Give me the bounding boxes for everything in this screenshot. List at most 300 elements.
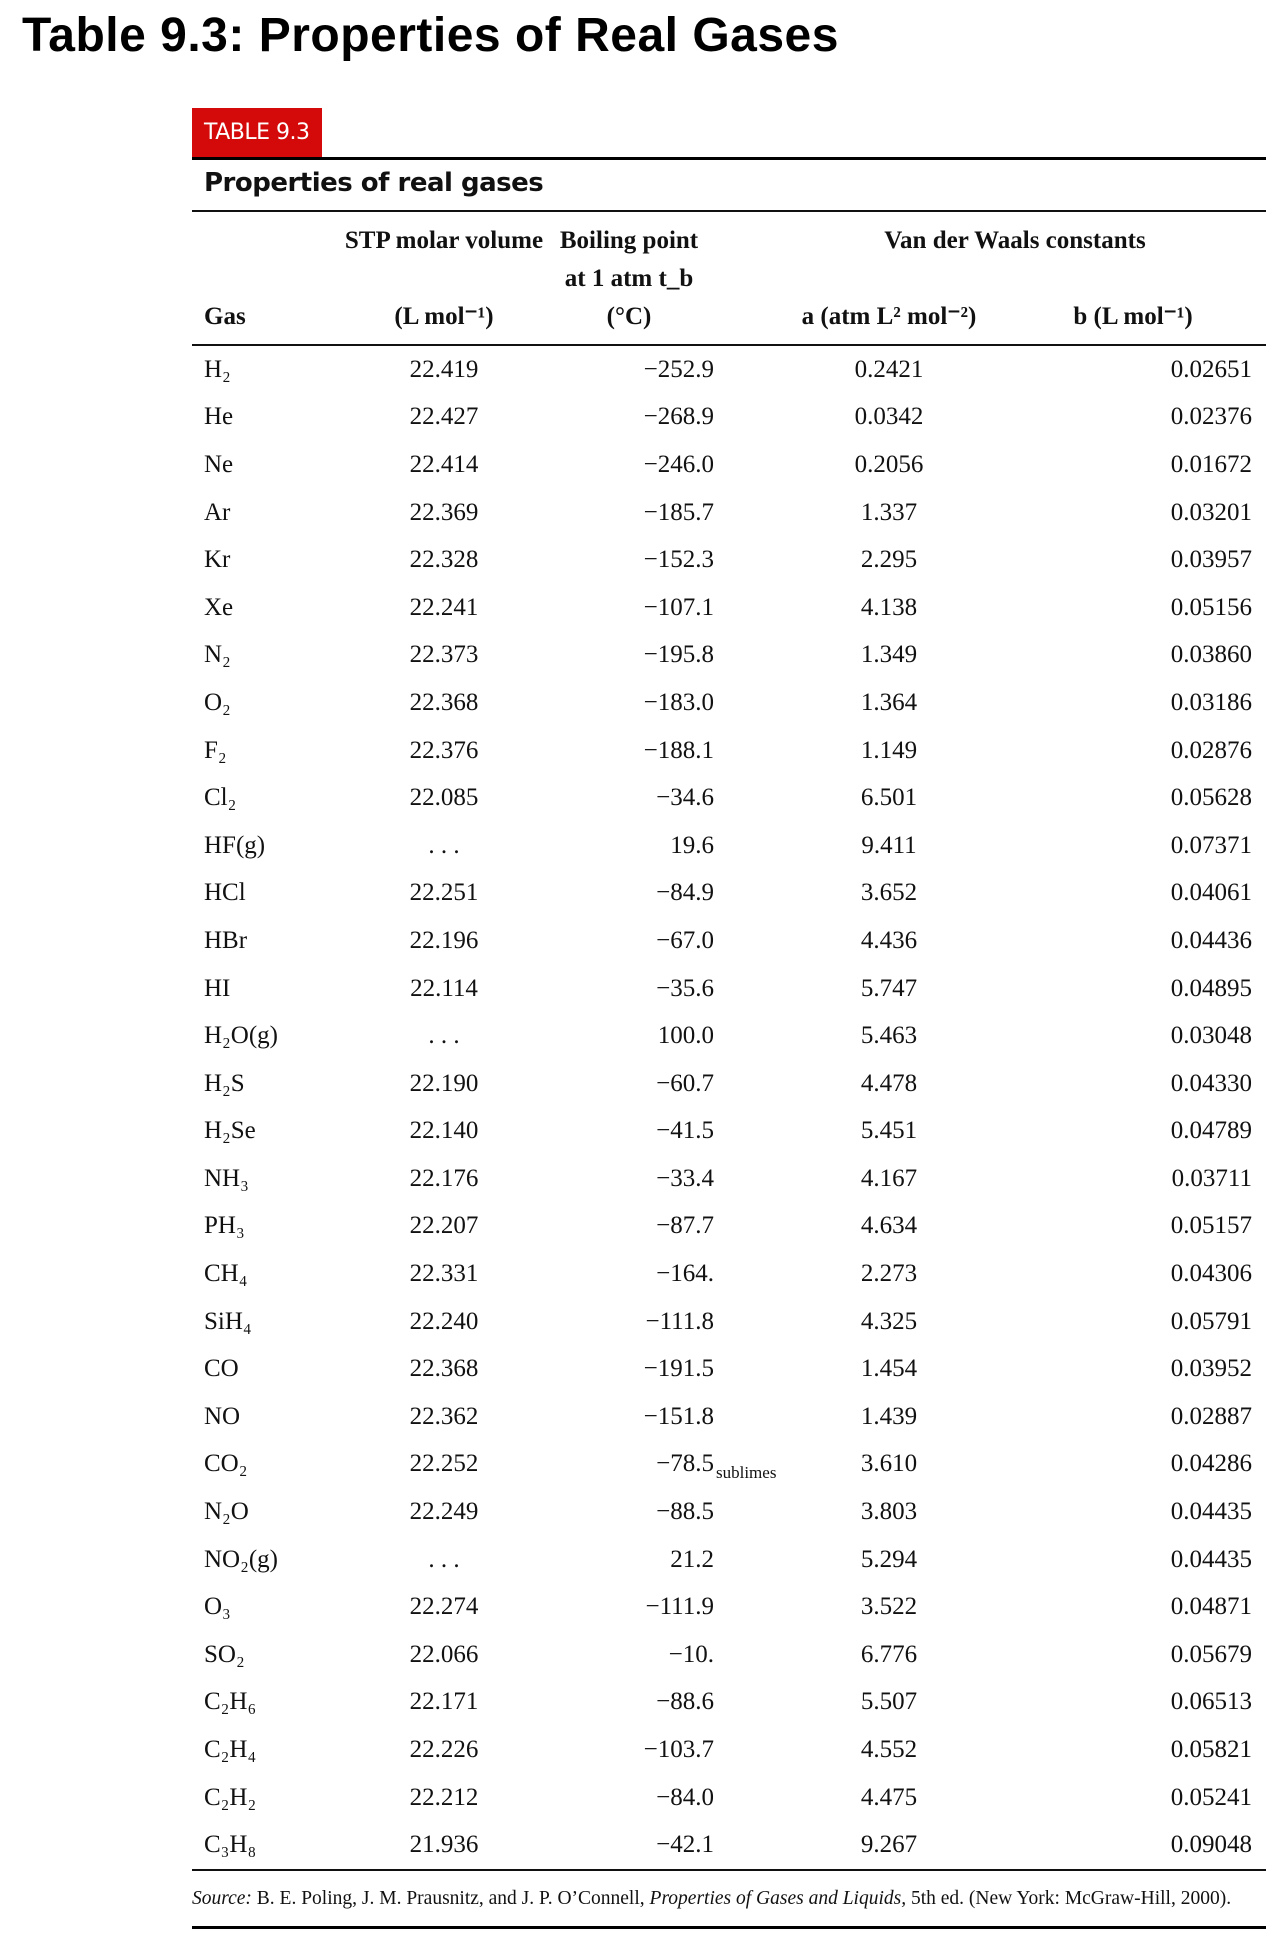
- vdw-b-cell-value: 0.04436: [1170, 926, 1252, 954]
- boiling-point-cell-value: −252.9: [643, 355, 714, 383]
- vdw-a-cell: [764, 1345, 1014, 1393]
- molar-volume-cell-value: 22.331: [409, 1260, 479, 1288]
- vdw-b-cell-value: 0.02876: [1170, 736, 1252, 764]
- gas-cell: [192, 1012, 344, 1060]
- boiling-point-cell-value: −10.: [668, 1640, 714, 1668]
- vdw-b-cell: [1014, 394, 1266, 442]
- molar-volume-cell: [344, 1774, 544, 1822]
- vdw-b-cell: [1014, 1060, 1266, 1108]
- table-row: [192, 1821, 1266, 1869]
- gas-cell: [192, 679, 344, 727]
- vdw-b-cell: [1014, 1679, 1266, 1727]
- vdw-a-cell-value: 9.411: [861, 831, 917, 859]
- molar-volume-cell: [344, 1631, 544, 1679]
- vdw-b-cell-value: 0.05821: [1170, 1736, 1252, 1764]
- molar-volume-cell-value: 22.274: [409, 1593, 479, 1621]
- boiling-point-cell: [544, 1250, 764, 1298]
- vdw-a-cell-value: 1.149: [860, 736, 918, 764]
- vdw-a-cell-value: 5.463: [860, 1022, 918, 1050]
- table-row: [192, 1631, 1266, 1679]
- vdw-a-cell-value: 3.803: [860, 1498, 918, 1526]
- source-note: [192, 1871, 1252, 1926]
- vdw-b-cell-value: 0.04435: [1170, 1498, 1252, 1526]
- molar-volume-cell-value: 22.368: [409, 688, 479, 716]
- boiling-point-cell-value: −246.0: [643, 450, 714, 478]
- boiling-point-cell-value: −107.1: [643, 593, 714, 621]
- gas-cell-value: H₂: [204, 355, 231, 383]
- vdw-a-cell-value: 1.454: [860, 1355, 918, 1383]
- boiling-point-cell-value: −60.7: [656, 1069, 714, 1097]
- gas-cell-value: O₃: [204, 1593, 231, 1621]
- gas-cell: [192, 1583, 344, 1631]
- vdw-a-cell: [764, 1393, 1014, 1441]
- table-row: [192, 1441, 1266, 1489]
- table-row: [192, 1488, 1266, 1536]
- vdw-b-cell-value: 0.05156: [1170, 593, 1252, 621]
- boiling-point-note: sublimes: [716, 1462, 777, 1482]
- gas-cell-value: SiH₄: [204, 1307, 252, 1335]
- table-row: [192, 1679, 1266, 1727]
- molar-volume-cell: [344, 394, 544, 442]
- vdw-b-cell-value: 0.04061: [1170, 879, 1252, 907]
- boiling-point-cell-value: −152.3: [643, 546, 714, 574]
- gas-cell-value: C₃H₈: [204, 1831, 257, 1859]
- gas-cell: [192, 965, 344, 1013]
- vdw-a-cell: [764, 441, 1014, 489]
- vdw-b-cell: [1014, 1345, 1266, 1393]
- molar-volume-cell-value: 22.140: [409, 1117, 479, 1145]
- vdw-b-cell-value: 0.01672: [1170, 450, 1252, 478]
- vdw-a-cell: [764, 1012, 1014, 1060]
- boiling-point-cell-value: −111.9: [645, 1593, 714, 1621]
- boiling-point-cell: [544, 1155, 764, 1203]
- vdw-b-cell: [1014, 1155, 1266, 1203]
- molar-volume-cell: [344, 1060, 544, 1108]
- vdw-a-cell: [764, 489, 1014, 537]
- vdw-b-cell-value: 0.03048: [1170, 1022, 1252, 1050]
- vdw-b-cell-value: 0.03711: [1171, 1164, 1252, 1192]
- table-row: [192, 489, 1266, 537]
- vdw-b-cell-value: 0.04895: [1170, 974, 1252, 1002]
- gas-cell-value: N₂O: [204, 1498, 249, 1526]
- gas-cell: [192, 870, 344, 918]
- boiling-point-cell: [544, 1821, 764, 1869]
- table-row: [192, 822, 1266, 870]
- boiling-point-cell: [544, 1679, 764, 1727]
- boiling-point-cell: [544, 965, 764, 1013]
- boiling-point-cell: [544, 1060, 764, 1108]
- gas-cell: [192, 1679, 344, 1727]
- boiling-point-cell-value: −164.: [656, 1260, 714, 1288]
- gas-cell: [192, 584, 344, 632]
- vdw-b-cell: [1014, 822, 1266, 870]
- gas-cell-value: PH₃: [204, 1212, 245, 1240]
- vdw-b-cell: [1014, 727, 1266, 775]
- vdw-b-cell-value: 0.03952: [1170, 1355, 1252, 1383]
- table-row: [192, 1583, 1266, 1631]
- molar-volume-cell-value: 22.240: [409, 1307, 479, 1335]
- gas-cell-value: H₂Se: [204, 1117, 256, 1145]
- vdw-a-cell: [764, 870, 1014, 918]
- vdw-b-cell: [1014, 1726, 1266, 1774]
- table-row: [192, 1726, 1266, 1774]
- header-gas-spacer: [192, 212, 344, 260]
- vdw-a-cell-value: 3.652: [860, 879, 918, 907]
- gas-cell-value: Kr: [204, 546, 231, 574]
- boiling-point-cell-value: −84.0: [656, 1783, 714, 1811]
- header-volume-line2: (L mol⁻¹): [394, 303, 494, 330]
- vdw-b-cell: [1014, 1203, 1266, 1251]
- vdw-a-cell-value: 1.364: [860, 688, 918, 716]
- gas-cell-value: C₂H₄: [204, 1736, 257, 1764]
- gas-cell-value: CH₄: [204, 1260, 248, 1288]
- molar-volume-cell: [344, 1536, 544, 1584]
- boiling-point-cell: [544, 1203, 764, 1251]
- boiling-point-cell-value: −103.7: [643, 1736, 714, 1764]
- molar-volume-cell: [344, 1726, 544, 1774]
- vdw-b-cell-value: 0.04789: [1170, 1117, 1252, 1145]
- gas-cell-value: O₂: [204, 688, 231, 716]
- vdw-a-cell: [764, 774, 1014, 822]
- molar-volume-cell-value: . . .: [428, 1545, 460, 1573]
- vdw-b-cell: [1014, 632, 1266, 680]
- boiling-point-cell: [544, 1345, 764, 1393]
- vdw-a-cell-value: 4.478: [860, 1069, 918, 1097]
- vdw-a-cell: [764, 965, 1014, 1013]
- table-row: [192, 536, 1266, 584]
- vdw-a-cell: [764, 1060, 1014, 1108]
- molar-volume-cell-value: 22.176: [409, 1164, 479, 1192]
- boiling-point-cell: [544, 1441, 777, 1489]
- vdw-a-cell: [764, 917, 1014, 965]
- molar-volume-cell: [344, 1393, 544, 1441]
- header-bp-line1: Boiling point: [559, 227, 699, 254]
- molar-volume-cell-value: 22.196: [409, 926, 479, 954]
- table-row: [192, 1250, 1266, 1298]
- boiling-point-cell: [544, 822, 764, 870]
- source-publication: 5th ed. (New York: McGraw-Hill, 2000).: [906, 1888, 1232, 1909]
- molar-volume-cell-value: 22.328: [409, 546, 479, 574]
- boiling-point-cell-value: −42.1: [656, 1831, 714, 1859]
- vdw-b-cell-value: 0.05241: [1170, 1783, 1252, 1811]
- vdw-a-cell-value: 4.634: [860, 1212, 918, 1240]
- boiling-point-cell-value: −88.5: [656, 1498, 714, 1526]
- vdw-a-cell: [764, 1679, 1014, 1727]
- molar-volume-cell: [344, 870, 544, 918]
- molar-volume-cell: [344, 1441, 544, 1489]
- header-bp-line2: at 1 atm t_b (°C): [564, 265, 694, 330]
- vdw-a-cell: [764, 632, 1014, 680]
- vdw-a-cell-value: 2.295: [860, 546, 918, 574]
- vdw-b-cell-value: 0.03186: [1170, 688, 1252, 716]
- vdw-b-cell-value: 0.09048: [1170, 1831, 1252, 1859]
- molar-volume-cell: [344, 1298, 544, 1346]
- molar-volume-cell: [344, 489, 544, 537]
- molar-volume-cell-value: 22.190: [409, 1069, 479, 1097]
- gas-cell: [192, 1108, 344, 1156]
- vdw-b-cell-value: 0.02376: [1170, 403, 1252, 431]
- vdw-a-cell-value: 6.501: [860, 784, 918, 812]
- gas-cell-value: NO: [204, 1402, 241, 1430]
- gas-cell: [192, 632, 344, 680]
- gas-cell-value: H₂S: [204, 1069, 245, 1097]
- boiling-point-cell: [544, 441, 764, 489]
- boiling-point-cell: [544, 394, 764, 442]
- boiling-point-cell-value: −33.4: [656, 1164, 714, 1192]
- boiling-point-cell: [544, 679, 764, 727]
- gas-cell-value: HBr: [204, 926, 248, 954]
- boiling-point-cell: [544, 1012, 764, 1060]
- vdw-a-cell: [764, 1250, 1014, 1298]
- molar-volume-cell: [344, 584, 544, 632]
- gas-cell-value: C₂H₆: [204, 1688, 257, 1716]
- boiling-point-cell-value: −41.5: [656, 1117, 714, 1145]
- source-title: Properties of Gases and Liquids,: [649, 1888, 907, 1909]
- table-row: [192, 965, 1266, 1013]
- molar-volume-cell-value: 22.171: [409, 1688, 479, 1716]
- boiling-point-cell: [544, 774, 764, 822]
- gas-cell-value: HF(g): [204, 831, 266, 859]
- boiling-point-cell: [544, 917, 764, 965]
- boiling-point-cell: [544, 632, 764, 680]
- gas-cell: [192, 727, 344, 775]
- vdw-a-cell: [764, 1488, 1014, 1536]
- molar-volume-cell-value: 21.936: [409, 1831, 479, 1859]
- vdw-b-cell-value: 0.05791: [1170, 1307, 1252, 1335]
- table-row: [192, 632, 1266, 680]
- vdw-a-cell-value: 0.2056: [854, 450, 924, 478]
- vdw-b-cell: [1014, 1012, 1266, 1060]
- molar-volume-cell-value: 22.212: [409, 1783, 479, 1811]
- vdw-b-cell-value: 0.03957: [1170, 546, 1252, 574]
- molar-volume-cell-value: 22.207: [409, 1212, 479, 1240]
- molar-volume-cell: [344, 774, 544, 822]
- vdw-a-cell-value: 6.776: [860, 1640, 918, 1668]
- vdw-b-cell-value: 0.04286: [1170, 1450, 1252, 1478]
- boiling-point-cell-value: −35.6: [656, 974, 714, 1002]
- vdw-b-cell-value: 0.05157: [1170, 1212, 1252, 1240]
- gas-cell-value: Xe: [204, 593, 234, 621]
- vdw-b-cell: [1014, 536, 1266, 584]
- molar-volume-cell-value: 22.226: [409, 1736, 479, 1764]
- gas-cell-value: H₂O(g): [204, 1022, 278, 1050]
- vdw-b-cell: [1014, 489, 1266, 537]
- molar-volume-cell: [344, 1155, 544, 1203]
- header-volume-line1: STP molar volume: [344, 227, 544, 254]
- vdw-b-cell: [1014, 1774, 1266, 1822]
- molar-volume-cell-value: 22.362: [409, 1402, 479, 1430]
- gas-cell: [192, 1345, 344, 1393]
- molar-volume-cell: [344, 632, 544, 680]
- vdw-b-cell-value: 0.05628: [1170, 784, 1252, 812]
- gas-cell: [192, 1774, 344, 1822]
- gas-cell: [192, 489, 344, 537]
- molar-volume-cell: [344, 536, 544, 584]
- table-row: [192, 870, 1266, 918]
- vdw-b-cell: [1014, 584, 1266, 632]
- vdw-a-cell-value: 0.2421: [854, 355, 924, 383]
- vdw-a-cell: [764, 1631, 1014, 1679]
- table-row: [192, 584, 1266, 632]
- vdw-b-cell-value: 0.04435: [1170, 1545, 1252, 1573]
- table-row: [192, 441, 1266, 489]
- boiling-point-cell: [544, 1726, 764, 1774]
- molar-volume-cell: [344, 1108, 544, 1156]
- vdw-a-cell: [764, 1821, 1014, 1869]
- gas-cell-value: HI: [204, 974, 231, 1002]
- gas-cell-value: Ar: [204, 498, 231, 526]
- table-block: [192, 108, 1266, 1929]
- gas-cell-value: Cl₂: [204, 784, 237, 812]
- molar-volume-cell-value: 22.241: [409, 593, 479, 621]
- table-number-badge: TABLE 9.3: [192, 108, 322, 157]
- vdw-b-cell: [1014, 917, 1266, 965]
- vdw-b-cell: [1014, 1298, 1266, 1346]
- molar-volume-cell-value: 22.085: [409, 784, 479, 812]
- gas-cell: [192, 441, 344, 489]
- gas-cell-value: NO₂(g): [204, 1545, 278, 1573]
- boiling-point-cell: [544, 1488, 764, 1536]
- table-row: [192, 1108, 1266, 1156]
- vdw-a-cell-value: 5.507: [860, 1688, 918, 1716]
- vdw-b-cell: [1014, 441, 1266, 489]
- table-body: [192, 346, 1266, 1869]
- molar-volume-cell: [344, 1583, 544, 1631]
- molar-volume-cell-value: . . .: [428, 1022, 460, 1050]
- vdw-a-cell-value: 0.0342: [854, 403, 924, 431]
- table-row: [192, 917, 1266, 965]
- molar-volume-cell: [344, 822, 544, 870]
- molar-volume-cell: [344, 1679, 544, 1727]
- header-vdw-a: a (atm L² mol⁻²): [801, 303, 977, 330]
- molar-volume-cell: [344, 1203, 544, 1251]
- boiling-point-cell-value: −185.7: [643, 498, 714, 526]
- gas-cell-value: F₂: [204, 736, 227, 764]
- gas-cell: [192, 917, 344, 965]
- gas-cell: [192, 346, 344, 394]
- boiling-point-cell-value: −87.7: [656, 1212, 714, 1240]
- vdw-a-cell-value: 2.273: [860, 1260, 918, 1288]
- vdw-a-cell-value: 5.451: [860, 1117, 918, 1145]
- vdw-b-cell: [1014, 1441, 1266, 1489]
- gas-cell: [192, 1631, 344, 1679]
- vdw-b-cell: [1014, 870, 1266, 918]
- gas-cell: [192, 1393, 344, 1441]
- molar-volume-cell-value: 22.114: [410, 974, 478, 1002]
- boiling-point-cell-value: −111.8: [645, 1307, 714, 1335]
- table-row: [192, 727, 1266, 775]
- boiling-point-cell-value: −84.9: [656, 879, 714, 907]
- bottom-rule: [192, 1926, 1266, 1929]
- boiling-point-cell: [544, 1108, 764, 1156]
- gas-cell: [192, 1536, 344, 1584]
- vdw-a-cell: [764, 1203, 1014, 1251]
- vdw-a-cell-value: 3.522: [860, 1593, 918, 1621]
- gas-cell: [192, 1250, 344, 1298]
- vdw-b-cell: [1014, 1583, 1266, 1631]
- vdw-b-cell-value: 0.02887: [1170, 1402, 1252, 1430]
- boiling-point-cell-value: −88.6: [656, 1688, 714, 1716]
- boiling-point-cell-value: 19.6: [670, 831, 714, 859]
- vdw-b-cell: [1014, 965, 1266, 1013]
- vdw-b-cell: [1014, 1488, 1266, 1536]
- boiling-point-cell: [544, 1298, 764, 1346]
- vdw-a-cell-value: 1.439: [860, 1402, 918, 1430]
- molar-volume-cell: [344, 679, 544, 727]
- molar-volume-cell-value: 22.368: [409, 1355, 479, 1383]
- table-row: [192, 1774, 1266, 1822]
- molar-volume-cell-value: 22.066: [409, 1640, 479, 1668]
- table-row: [192, 1155, 1266, 1203]
- boiling-point-cell: [544, 1393, 764, 1441]
- molar-volume-cell: [344, 1345, 544, 1393]
- vdw-b-cell-value: 0.04306: [1170, 1260, 1252, 1288]
- source-label: Source:: [192, 1888, 252, 1909]
- gas-cell: [192, 394, 344, 442]
- molar-volume-cell: [344, 917, 544, 965]
- vdw-b-cell: [1014, 774, 1266, 822]
- vdw-a-cell: [764, 536, 1014, 584]
- header-vdw-b: b (L mol⁻¹): [1073, 303, 1193, 330]
- gas-cell: [192, 1726, 344, 1774]
- boiling-point-cell-value: 21.2: [670, 1545, 714, 1573]
- boiling-point-cell-value: −195.8: [643, 641, 714, 669]
- table-row: [192, 1012, 1266, 1060]
- header-vdw-group: Van der Waals constants: [884, 227, 1146, 254]
- table-row: [192, 1203, 1266, 1251]
- boiling-point-cell: [544, 1536, 764, 1584]
- boiling-point-cell-value: −34.6: [656, 784, 714, 812]
- vdw-a-cell-value: 5.747: [860, 974, 918, 1002]
- gas-cell-value: HCl: [204, 879, 246, 907]
- vdw-b-cell-value: 0.03860: [1170, 641, 1252, 669]
- boiling-point-cell-value: 100.0: [657, 1022, 714, 1050]
- boiling-point-cell: [544, 584, 764, 632]
- gas-cell: [192, 1203, 344, 1251]
- vdw-a-cell-value: 1.349: [860, 641, 918, 669]
- molar-volume-cell-value: 22.376: [409, 736, 479, 764]
- molar-volume-cell: [344, 346, 544, 394]
- molar-volume-cell: [344, 1821, 544, 1869]
- boiling-point-cell-value: −268.9: [643, 403, 714, 431]
- gas-cell: [192, 774, 344, 822]
- gas-cell-value: CO: [204, 1355, 239, 1383]
- molar-volume-cell-value: 22.427: [409, 403, 479, 431]
- vdw-b-cell-value: 0.05679: [1170, 1640, 1252, 1668]
- vdw-a-cell: [764, 346, 1014, 394]
- table-row: [192, 394, 1266, 442]
- vdw-a-cell-value: 5.294: [860, 1545, 918, 1573]
- molar-volume-cell: [344, 727, 544, 775]
- source-authors: B. E. Poling, J. M. Prausnitz, and J. P. O’Connell,: [251, 1888, 650, 1909]
- vdw-a-cell: [764, 1583, 1014, 1631]
- vdw-b-cell: [1014, 679, 1266, 727]
- vdw-b-cell: [1014, 1250, 1266, 1298]
- vdw-a-cell: [764, 1298, 1014, 1346]
- vdw-a-cell: [764, 727, 1014, 775]
- boiling-point-cell-value: −191.5: [643, 1355, 714, 1383]
- vdw-a-cell-value: 9.267: [860, 1831, 918, 1859]
- vdw-b-cell: [1014, 1108, 1266, 1156]
- boiling-point-cell: [544, 346, 764, 394]
- vdw-b-cell-value: 0.04871: [1170, 1593, 1252, 1621]
- vdw-b-cell-value: 0.04330: [1170, 1069, 1252, 1097]
- vdw-b-cell-value: 0.06513: [1170, 1688, 1252, 1716]
- vdw-a-cell: [764, 1441, 1014, 1489]
- table-row: [192, 774, 1266, 822]
- vdw-a-cell: [764, 1726, 1014, 1774]
- gas-cell: [192, 822, 344, 870]
